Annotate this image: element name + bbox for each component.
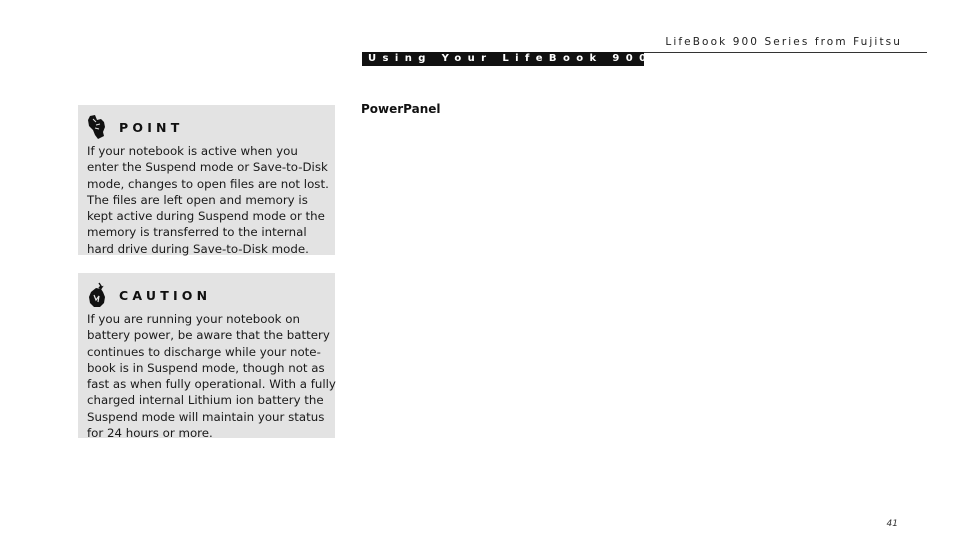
point-line: If your notebook is active when you [87,144,298,158]
section-tab: Using Your LifeBook 900 Series [362,52,644,66]
point-line: enter the Suspend mode or Save-to-Disk [87,160,328,175]
point-line: memory is transferred to the internal [87,225,307,240]
section-subhead: PowerPanel [361,102,441,116]
caution-line: charged internal Lithium ion battery the [87,393,324,408]
point-note-box [78,105,335,255]
bomb-icon [87,282,109,308]
running-head: LifeBook 900 Series from Fujitsu [665,36,902,48]
page-number: 41 [886,519,898,529]
caution-line: Suspend mode will maintain your status [87,409,325,424]
caution-line: continues to discharge while your note- [87,344,321,359]
caution-note-header [87,281,327,309]
pointing-hand-icon [87,114,109,140]
caution-line: battery power, be aware that the battery [87,328,330,343]
point-line: mode, changes to open files are not lost. [87,176,329,191]
point-note-header [87,113,327,141]
caution-line: book is in Suspend mode, though not as [87,360,325,375]
point-line: The files are left open and memory is [87,192,308,207]
caution-line: fast as when fully operational. With a fully [87,377,336,392]
caution-line: for 24 hours or more. [87,426,213,441]
caution-line: If you are running your notebook on [87,312,300,326]
caution-title: CAUTION [119,287,212,303]
caution-note-box [78,273,336,441]
point-body [87,143,327,257]
point-line: hard drive during Save-to-Disk mode. [87,241,309,256]
point-title: POINT [119,119,184,135]
point-line: kept active during Suspend mode or the [87,209,325,224]
caution-body [87,311,336,441]
